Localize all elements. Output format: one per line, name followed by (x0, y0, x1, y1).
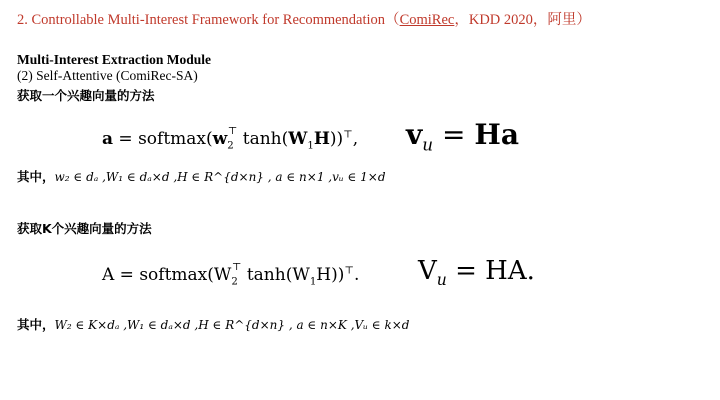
equation-attention-matrix: $A = softmax(W_2^⊤$ $\tanh(W_1H))^⊤$. (102, 262, 360, 288)
equation-attention-vector: $a = softmax(w_2^⊤$ $\tanh(W_1H))^⊤$, (102, 126, 359, 152)
part1-label: 获取一个兴趣向量的方法 (17, 88, 155, 103)
part2-where (17, 315, 409, 334)
title-prefix: 2. Controllable Multi-Interest Framework for Recommendation（ (17, 12, 400, 28)
subheading: (2) Self-Attentive (ComiRec-SA) (17, 68, 198, 83)
where-prefix-2: 其中， (17, 317, 55, 332)
slide-title (17, 8, 591, 29)
title-suffix: ，KDD 2020，阿里） (454, 12, 591, 28)
part2-label: 获取K个兴趣向量的方法 (17, 221, 152, 236)
where-prefix: 其中， (17, 169, 55, 184)
equation-interest-matrix: $V_u$ = HA. (418, 256, 535, 290)
where-definitions: w₂ ∈ dₐ ,W₁ ∈ dₐ×d ,H ∈ R^{d×n} , a ∈ n×1 ,vᵤ ∈ 1×d (54, 170, 386, 184)
title-link[interactable]: ComiRec (399, 12, 455, 28)
equation-interest-vector: $v_u = Ha$ (406, 118, 519, 155)
where-definitions-2: W₂ ∈ K×dₐ ,W₁ ∈ dₐ×d ,H ∈ R^{d×n} , a ∈ n×K ,Vᵤ ∈ k×d (54, 318, 410, 332)
section-heading: Multi-Interest Extraction Module (17, 52, 211, 67)
part1-where (17, 167, 386, 186)
